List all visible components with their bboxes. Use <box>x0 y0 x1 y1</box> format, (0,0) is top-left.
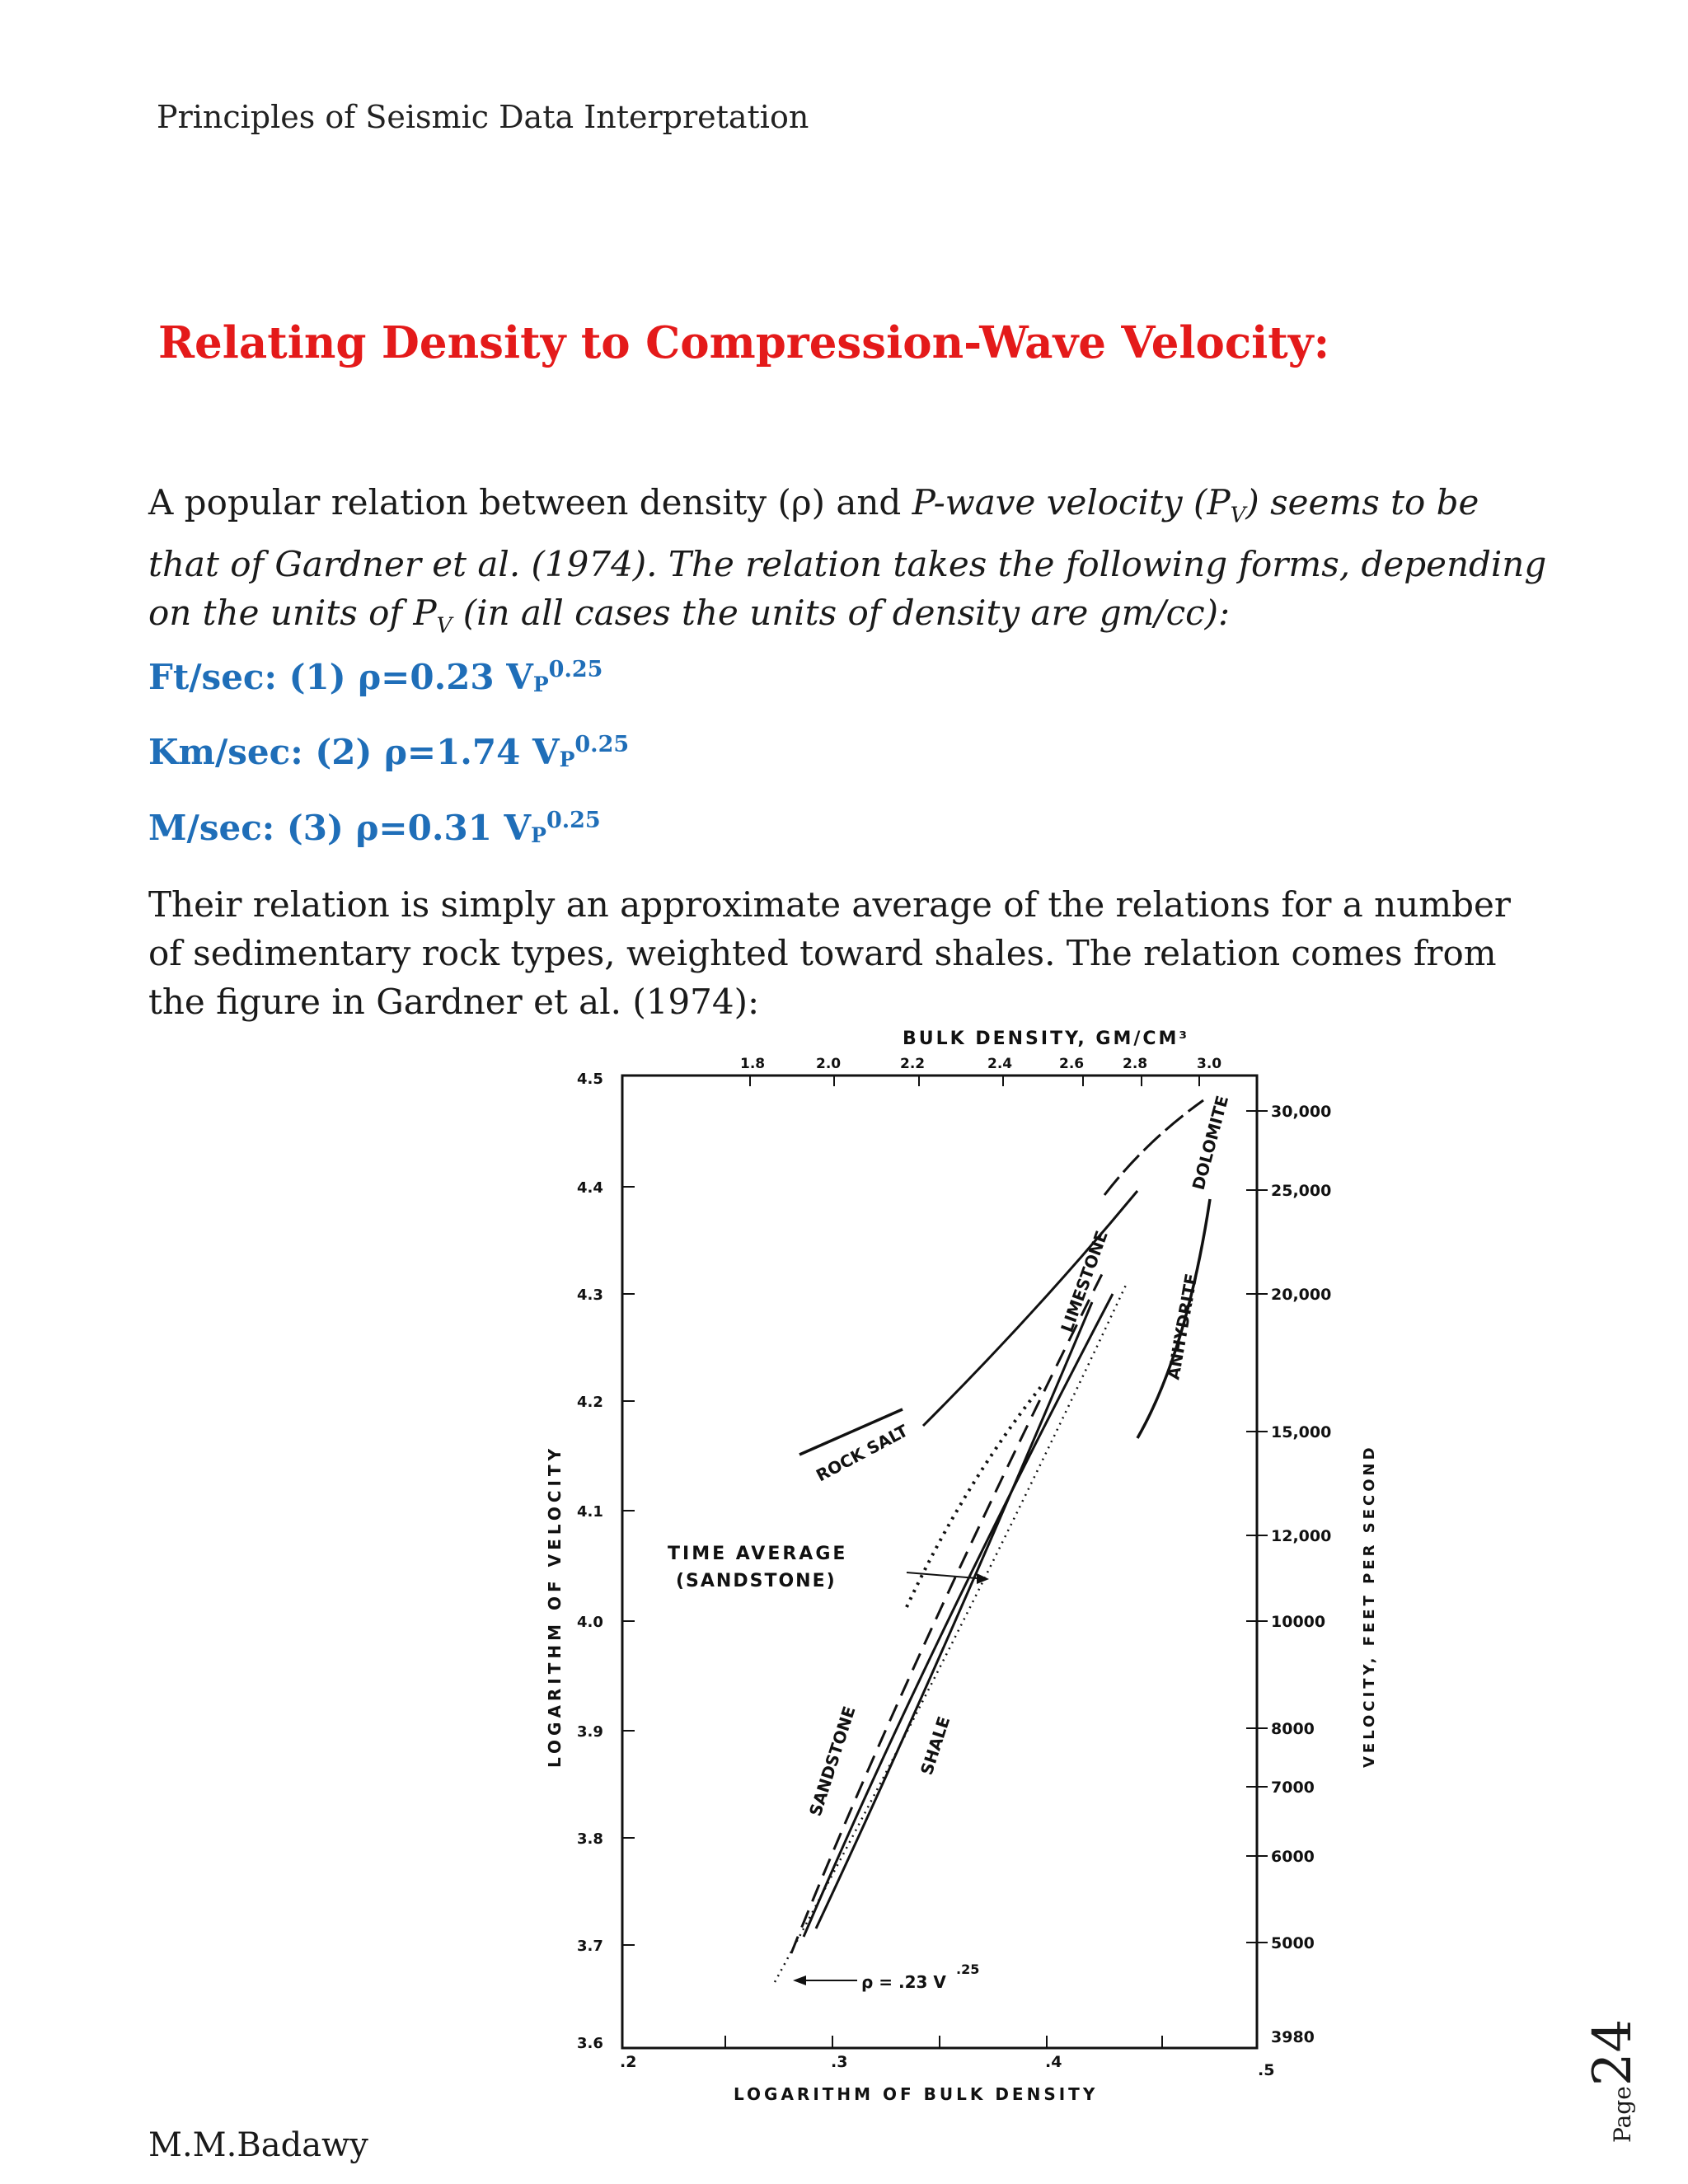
rock-salt-label: ROCK SALT <box>813 1420 912 1486</box>
top-tick-label: 2.2 <box>900 1056 926 1072</box>
intro-text-2: P-wave velocity $(P_V)$ seems to be that of Gardner et al. (1974). The relation takes the following forms, depending on the units of $P_V$ (in all cases the units of density are gm/cc): <box>148 482 1547 639</box>
left-tick-label: 4.0 <box>577 1614 603 1631</box>
anhydrite-label: ANHYDRITE <box>1163 1272 1202 1381</box>
sandstone-label: SANDSTONE <box>804 1704 860 1819</box>
right-tick-label: 15,000 <box>1271 1423 1332 1441</box>
right-tick-label: 20,000 <box>1271 1286 1332 1304</box>
bottom-tick-label: .5 <box>1258 2061 1275 2079</box>
page-label: Page <box>1609 2086 1636 2143</box>
top-axis-title: BULK DENSITY, GM/CM³ <box>903 1029 1190 1049</box>
formula-m-sec: M/sec: (3) ρ=0.31 $V_P^{0.25}$ <box>148 808 601 848</box>
gardner-equation: ρ = .23 V <box>861 1972 946 1992</box>
right-tick-label: 30,000 <box>1271 1103 1332 1121</box>
top-tick-label: 1.8 <box>740 1056 766 1072</box>
bottom-tick-label: .4 <box>1045 2053 1062 2071</box>
body-paragraph: Their relation is simply an approximate average of the relations for a number of sedimentary rock types, weighted toward shales. The relation comes from the figure in Gardner et al. (1974): <box>148 884 1511 1022</box>
right-tick-label: 3980 <box>1271 2028 1315 2046</box>
left-tick-label: 4.4 <box>577 1179 603 1197</box>
left-tick-label: 4.1 <box>577 1503 603 1521</box>
shale-curve <box>791 1269 1104 1953</box>
section-title: Relating Density to Compression-Wave Velocity: <box>158 317 1330 368</box>
right-tick-label: 12,000 <box>1271 1527 1332 1545</box>
right-tick-label: 6000 <box>1271 1848 1315 1866</box>
author-footer: M.M.Badawy <box>148 2126 368 2164</box>
time-average-arrowhead <box>977 1573 989 1584</box>
bottom-ticks <box>725 2036 1162 2048</box>
dolomite-label: DOLOMITE <box>1188 1093 1233 1193</box>
left-ticks <box>622 1187 635 1945</box>
intro-paragraph <box>148 478 1550 651</box>
page-header: Principles of Seismic Data Interpretation <box>157 99 809 135</box>
right-axis-title: VELOCITY, FEET PER SECOND <box>1361 1444 1378 1768</box>
bottom-tick-label: .2 <box>620 2053 637 2071</box>
time-average-label-1: TIME AVERAGE <box>668 1544 848 1564</box>
formula-km-sec: Km/sec: (2) ρ=1.74 $V_P^{0.25}$ <box>148 732 630 772</box>
gardner-exponent: .25 <box>956 1961 980 1977</box>
top-tick-label: 2.0 <box>816 1056 842 1072</box>
limestone-label: LIMESTONE <box>1057 1228 1112 1335</box>
formula-ft-sec: Ft/sec: (1) ρ=0.23 $V_P^{0.25}$ <box>148 657 603 697</box>
left-tick-label: 3.9 <box>577 1723 603 1741</box>
intro-text-1: A popular relation between density (ρ) and <box>148 482 912 523</box>
top-ticks <box>750 1076 1199 1086</box>
bottom-axis-title: LOGARITHM OF BULK DENSITY <box>734 2084 1099 2104</box>
right-tick-label: 5000 <box>1271 1934 1315 1952</box>
right-tick-label: 7000 <box>1271 1779 1315 1797</box>
left-tick-label: 3.8 <box>577 1830 603 1848</box>
left-tick-label: 3.7 <box>577 1938 603 1955</box>
left-tick-label: 4.3 <box>577 1286 603 1304</box>
right-tick-label: 8000 <box>1271 1720 1315 1738</box>
gardner-figure <box>528 1022 1434 2118</box>
left-axis-title: LOGARITHM OF VELOCITY <box>545 1444 565 1768</box>
right-tick-label: 25,000 <box>1271 1182 1332 1200</box>
top-tick-label: 2.4 <box>987 1056 1013 1072</box>
left-tick-label: 4.2 <box>577 1394 603 1411</box>
page-number-value: 24 <box>1582 2018 1643 2087</box>
left-tick-label: 4.5 <box>577 1071 603 1088</box>
dolomite-curve <box>1104 1100 1203 1195</box>
top-tick-label: 2.6 <box>1059 1056 1085 1072</box>
time-average-label-2: (SANDSTONE) <box>676 1571 837 1591</box>
left-tick-label: 3.6 <box>577 2035 603 2052</box>
page-number <box>1582 1896 1665 2143</box>
gardner-arrowhead <box>793 1975 806 1985</box>
top-tick-label: 3.0 <box>1197 1056 1222 1072</box>
bottom-tick-label: .3 <box>831 2053 848 2071</box>
time-average-arrow <box>907 1572 977 1578</box>
top-tick-label: 2.8 <box>1123 1056 1148 1072</box>
right-tick-label: 10000 <box>1271 1613 1326 1631</box>
shale-label: SHALE <box>916 1713 954 1778</box>
